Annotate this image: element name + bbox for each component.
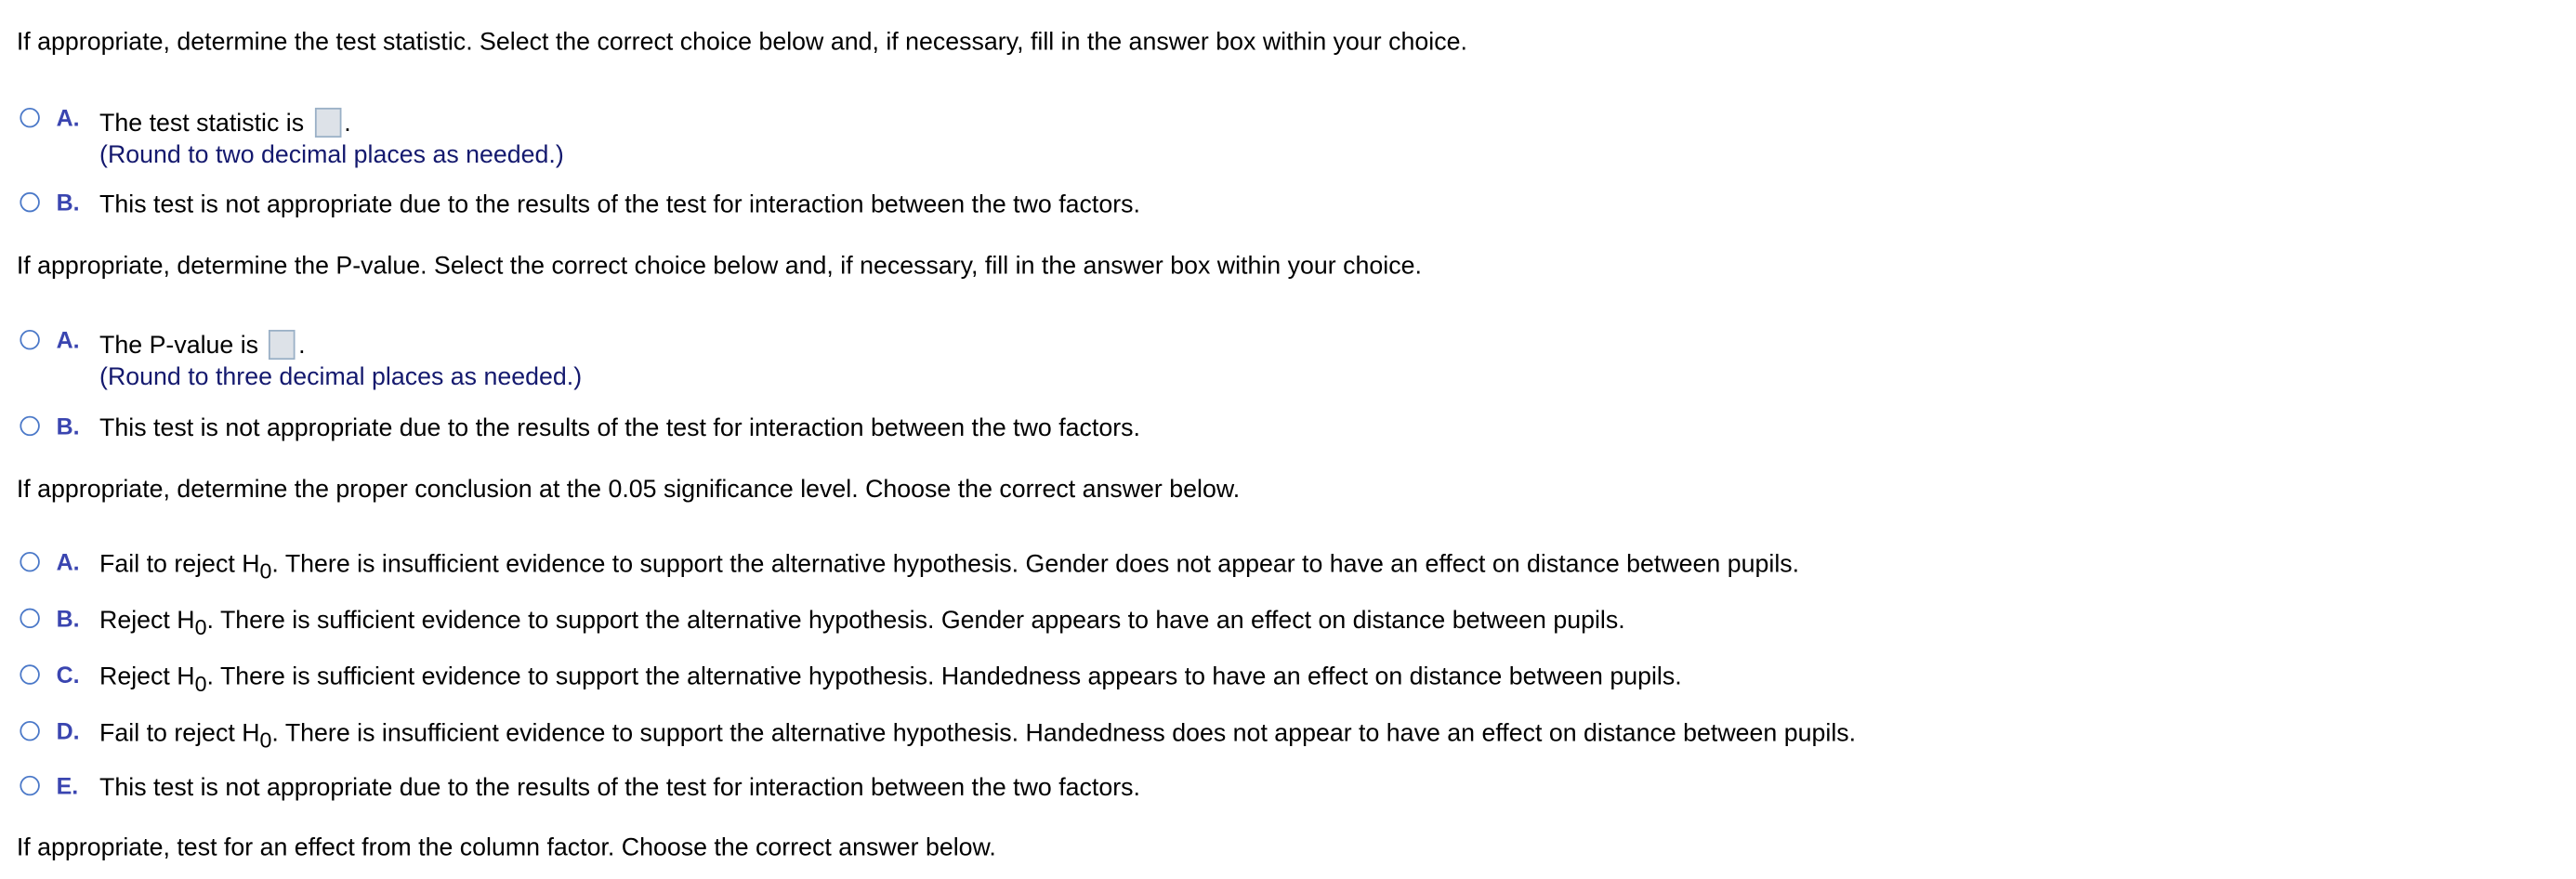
option-label: The P-value is [99, 331, 259, 361]
option-text-post: . There is insufficient evidence to support the alternative hypothesis. Gender does not appear to have an effect on distance between pupils. [271, 550, 1800, 579]
radio-button[interactable] [20, 664, 39, 684]
option-text [99, 606, 1625, 640]
p-value-answer-box[interactable] [269, 330, 296, 360]
option-letter: A. [56, 548, 80, 575]
option-letter: A. [56, 326, 80, 353]
option-text [99, 550, 1800, 584]
option-letter: D. [56, 717, 80, 744]
subscript: 0 [194, 614, 207, 640]
option-text-post: . There is sufficient evidence to support the alternative hypothesis. Gender appears to have an effect on distance between pupils. [206, 606, 1625, 636]
option-letter: E. [56, 772, 79, 799]
option-text-pre: Reject H [99, 663, 195, 691]
radio-button[interactable] [20, 108, 39, 127]
radio-button[interactable] [20, 776, 39, 795]
radio-button[interactable] [20, 552, 39, 571]
radio-button[interactable] [20, 609, 39, 628]
option-text: The test statistic is . [99, 109, 351, 138]
conclusion-prompt: If appropriate, determine the proper conclusion at the 0.05 significance level. Choose the correct answer below. [16, 475, 1241, 505]
rounding-hint: (Round to two decimal places as needed.) [99, 140, 564, 169]
option-letter: B. [56, 605, 80, 632]
option-text: This test is not appropriate due to the results of the test for interaction between the two factors. [99, 190, 1140, 219]
rounding-hint: (Round to three decimal places as needed.) [99, 362, 583, 391]
option-label: The test statistic is [99, 109, 305, 138]
subscript: 0 [259, 558, 272, 584]
radio-button[interactable] [20, 330, 39, 349]
radio-button[interactable] [20, 721, 39, 741]
option-text-pre: Reject H [99, 606, 195, 636]
subscript: 0 [194, 671, 207, 697]
radio-button[interactable] [20, 192, 39, 212]
option-text-post: . There is sufficient evidence to support the alternative hypothesis. Handedness appears to have an effect on distance between pupils. [206, 663, 1682, 691]
option-text-pre: Fail to reject H [99, 550, 260, 579]
option-text: This test is not appropriate due to the results of the test for interaction between the two factors. [99, 413, 1140, 443]
option-text [99, 719, 1857, 753]
option-letter: C. [56, 661, 80, 689]
subscript: 0 [259, 728, 272, 753]
option-text-pre: Fail to reject H [99, 719, 260, 748]
column-factor-prompt: If appropriate, test for an effect from the column factor. Choose the correct answer below. [16, 833, 996, 862]
option-letter: B. [56, 413, 80, 440]
test-statistic-answer-box[interactable] [314, 108, 341, 138]
test-statistic-prompt: If appropriate, determine the test statistic. Select the correct choice below and, if necessary, fill in the answer box within your choice. [16, 28, 1467, 57]
option-text [99, 663, 1682, 697]
radio-button[interactable] [20, 416, 39, 436]
option-text: This test is not appropriate due to the results of the test for interaction between the two factors. [99, 774, 1140, 803]
option-text: The P-value is . [99, 331, 306, 361]
option-letter: B. [56, 189, 80, 216]
p-value-prompt: If appropriate, determine the P-value. Select the correct choice below and, if necessary, fill in the answer box within your choice. [16, 252, 1422, 281]
option-text-post: . There is insufficient evidence to support the alternative hypothesis. Handedness does not appear to have an effect on distance between pupils. [271, 719, 1857, 748]
option-letter: A. [56, 104, 80, 131]
